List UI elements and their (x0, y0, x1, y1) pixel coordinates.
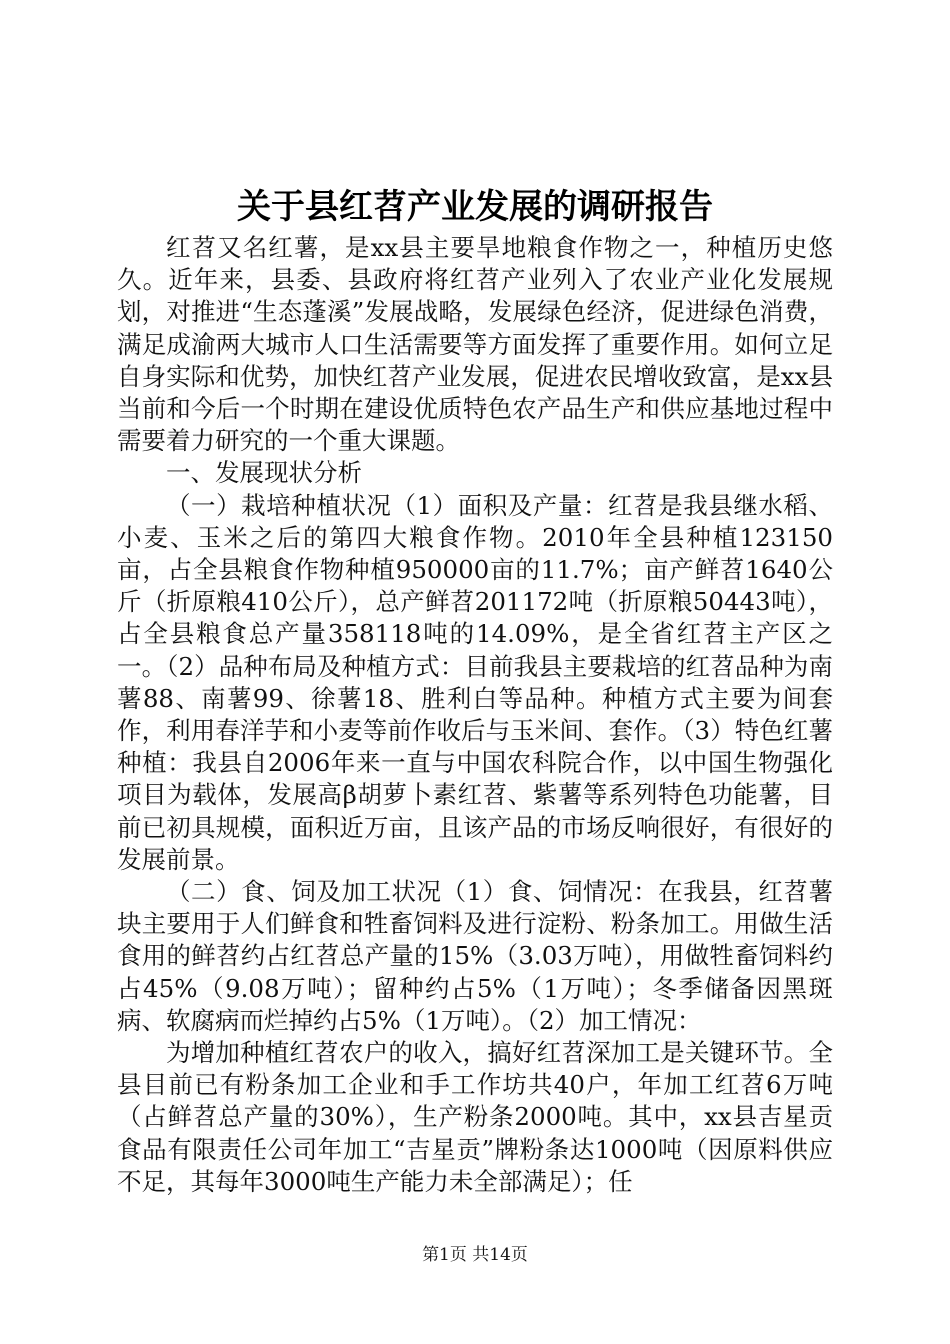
section-heading: 一、发展现状分析 (166, 458, 362, 488)
paragraph-intro: 红苕又名红薯，是xx县主要旱地粮食作物之一，种植历史悠久。近年来，县委、县政府将红苕产业列入了农业产业化发展规划，对推进“生态蓬溪”发展战略，发展绿色经济，促进绿色消费，满足成渝两大城市人口生活需要等方面发挥了重要作用。如何立足自身实际和优势，加快红苕产业发展，促进农民增收致富，是xx县当前和今后一个时期在建设优质特色农产品生产和供应基地过程中需要着力研究的一个重大课题。 (117, 233, 833, 456)
paragraph-food-feed: （二）食、饲及加工状况（1）食、饲情况：在我县，红苕薯块主要用于人们鲜食和牲畜饲料及进行淀粉、粉条加工。用做生活食用的鲜苕约占红苕总产量的15%（3.03万吨），用做牲畜饲料约占45%（9.08万吨）；留种约占5%（1万吨）；冬季储备因黑斑病、软腐病而烂掉约占5%（1万吨）。（2）加工情况： (117, 877, 833, 1035)
paragraph-processing: 为增加种植红苕农户的收入，搞好红苕深加工是关键环节。全县目前已有粉条加工企业和手工作坊共40户，年加工红苕6万吨（占鲜苕总产量的30%），生产粉条2000吨。其中，xx县吉星贡食品有限责任公司年加工“吉星贡”牌粉条达1000吨（因原料供应不足，其每年3000吨生产能力未全部满足）；任 (117, 1038, 833, 1196)
document-body (117, 232, 833, 1198)
page-footer: 第1页 共14页 (422, 1245, 528, 1265)
document-title: 关于县红苕产业发展的调研报告 (237, 187, 713, 227)
paragraph-cultivation: （一）栽培种植状况（1）面积及产量：红苕是我县继水稻、小麦、玉米之后的第四大粮食作物。2010年全县种植123150亩，占全县粮食作物种植950000亩的11.7%；亩产鲜苕1640公斤（折原粮410公斤），总产鲜苕201172吨（折原粮50443吨），占全县粮食总产量358118吨的14.09%，是全省红苕主产区之一。（2）品种布局及种植方式：目前我县主要栽培的红苕品种为南薯88、南薯99、徐薯18、胜利白等品种。种植方式主要为间套作，利用春洋芋和小麦等前作收后与玉米间、套作。（3）特色红薯种植：我县自2006年来一直与中国农科院合作，以中国生物强化项目为载体，发展高β胡萝卜素红苕、紫薯等系列特色功能薯，目前已初具规模，面积近万亩，且该产品的市场反响很好，有很好的发展前景。 (117, 490, 833, 874)
